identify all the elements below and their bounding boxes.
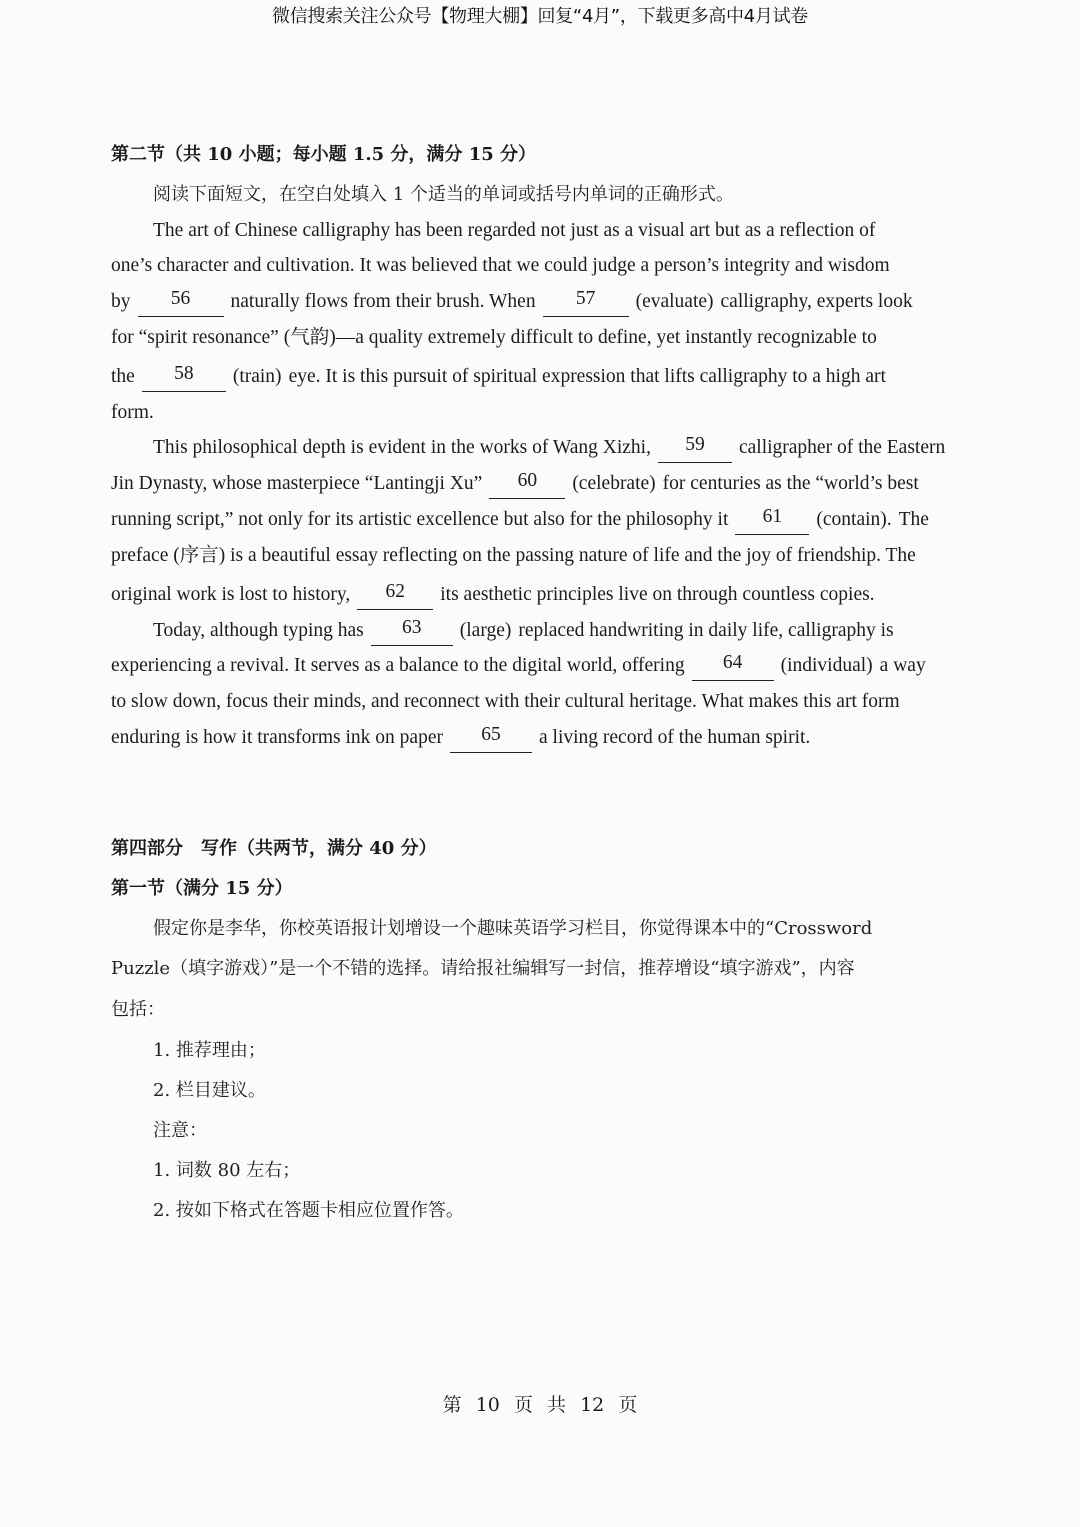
p2-line-2 <box>111 469 979 499</box>
p1-line-1 <box>153 216 979 246</box>
hint-57: (evaluate) <box>635 291 714 312</box>
note-item: 2. 按如下格式在答题卡相应位置作答。 <box>153 1200 464 1221</box>
watermark-banner: 微信搜索关注公众号【物理大棚】回复“4月”，下载更多高中4月试卷 <box>272 6 808 27</box>
p2-text: preface (序言) is a beautiful essay reflecting on the passing nature of life and the joy of friendship. The <box>111 545 916 566</box>
blank-61[interactable]: 61 <box>735 505 809 535</box>
p1-text: by <box>111 291 131 312</box>
p3-text: to slow down, focus their minds, and reconnect with their cultural heritage. What makes this art form <box>111 691 900 712</box>
blank-60[interactable]: 60 <box>489 469 565 499</box>
p3-line-3 <box>111 687 979 717</box>
hint-61: (contain). <box>816 509 892 530</box>
p1-text: calligraphy, experts look <box>720 291 913 312</box>
requirement-item: 1. 推荐理由； <box>153 1040 266 1061</box>
writing-prompt-line-1: 假定你是李华，你校英语报计划增设一个趣味英语学习栏目，你觉得课本中的“Crossword <box>153 918 873 939</box>
p3-line-1 <box>153 616 979 646</box>
note-label: 注意： <box>153 1120 207 1141</box>
p1-text: naturally flows from their brush. When <box>230 291 536 312</box>
p3-line-4 <box>111 723 979 753</box>
hint-58: (train) <box>232 366 282 387</box>
p1-text: form. <box>111 402 154 423</box>
p2-line-5 <box>111 580 979 610</box>
footer-text: 共 <box>547 1394 567 1416</box>
hint-64: (individual) <box>780 655 873 676</box>
p3-text: a living record of the human spirit. <box>539 727 811 748</box>
p2-text: original work is lost to history, <box>111 584 351 605</box>
p2-line-4 <box>111 541 979 571</box>
p2-text: running script,” not only for its artistic excellence but also for the philosophy it <box>111 509 729 530</box>
blank-58[interactable]: 58 <box>142 362 226 392</box>
p1-line-4 <box>111 323 979 353</box>
page-footer <box>0 1390 1080 1417</box>
note-item: 1. 词数 80 左右； <box>153 1160 301 1181</box>
p1-line-5 <box>111 362 979 392</box>
p1-line-3 <box>111 287 979 317</box>
blank-59[interactable]: 59 <box>658 433 732 463</box>
blank-62[interactable]: 62 <box>357 580 433 610</box>
footer-text: 页 <box>618 1394 638 1416</box>
writing-prompt-line-2: Puzzle（填字游戏）”是一个不错的选择。请给报社编辑写一封信，推荐增设“填字游戏”，内容 <box>111 958 855 979</box>
p2-line-3 <box>111 505 979 535</box>
p1-text: one’s character and cultivation. It was believed that we could judge a person’s integrity and wisdom <box>111 255 890 276</box>
hint-63: (large) <box>459 620 512 641</box>
p2-text: for centuries as the “world’s best <box>662 473 919 494</box>
writing-prompt-line-3: 包括： <box>111 999 165 1020</box>
p1-line-2 <box>111 251 979 281</box>
p1-text: The art of Chinese calligraphy has been regarded not just as a visual art but as a reflection of <box>153 220 876 241</box>
section2-heading: 第二节（共 10 小题；每小题 1.5 分，满分 15 分） <box>111 144 537 165</box>
blank-64[interactable]: 64 <box>692 651 774 681</box>
part4-section1-heading: 第一节（满分 15 分） <box>111 878 293 899</box>
p2-text: calligrapher of the Eastern <box>738 437 946 458</box>
part4-heading: 第四部分 写作（共两节，满分 40 分） <box>111 838 437 859</box>
p2-text: This philosophical depth is evident in the works of Wang Xizhi, <box>153 437 651 458</box>
p2-line-1 <box>153 433 979 463</box>
blank-56[interactable]: 56 <box>138 287 224 317</box>
p3-line-2 <box>111 651 979 681</box>
total-pages: 12 <box>580 1394 605 1416</box>
footer-text: 页 <box>513 1394 533 1416</box>
p2-text: Jin Dynasty, whose masterpiece “Lantingji Xu” <box>111 473 483 494</box>
blank-65[interactable]: 65 <box>450 723 532 753</box>
p3-text: enduring is how it transforms ink on paper <box>111 727 443 748</box>
section2-instruction: 阅读下面短文，在空白处填入 1 个适当的单词或括号内单词的正确形式。 <box>153 184 734 205</box>
p3-text: experiencing a revival. It serves as a balance to the digital world, offering <box>111 655 685 676</box>
page-number: 10 <box>475 1394 500 1416</box>
blank-63[interactable]: 63 <box>371 616 453 646</box>
footer-text: 第 <box>442 1394 462 1416</box>
p1-text: for “spirit resonance” (气韵)—a quality extremely difficult to define, yet instantly recognizable to <box>111 327 877 348</box>
p1-text: eye. It is this pursuit of spiritual expression that lifts calligraphy to a high art <box>288 366 886 387</box>
p1-line-6 <box>111 398 979 428</box>
p3-text: a way <box>879 655 926 676</box>
p3-text: Today, although typing has <box>153 620 364 641</box>
p3-text: replaced handwriting in daily life, calligraphy is <box>518 620 894 641</box>
hint-60: (celebrate) <box>572 473 656 494</box>
p1-text: the <box>111 366 135 387</box>
blank-57[interactable]: 57 <box>543 287 629 317</box>
p2-text: its aesthetic principles live on through countless copies. <box>440 584 875 605</box>
p2-text: The <box>898 509 929 530</box>
requirement-item: 2. 栏目建议。 <box>153 1080 266 1101</box>
